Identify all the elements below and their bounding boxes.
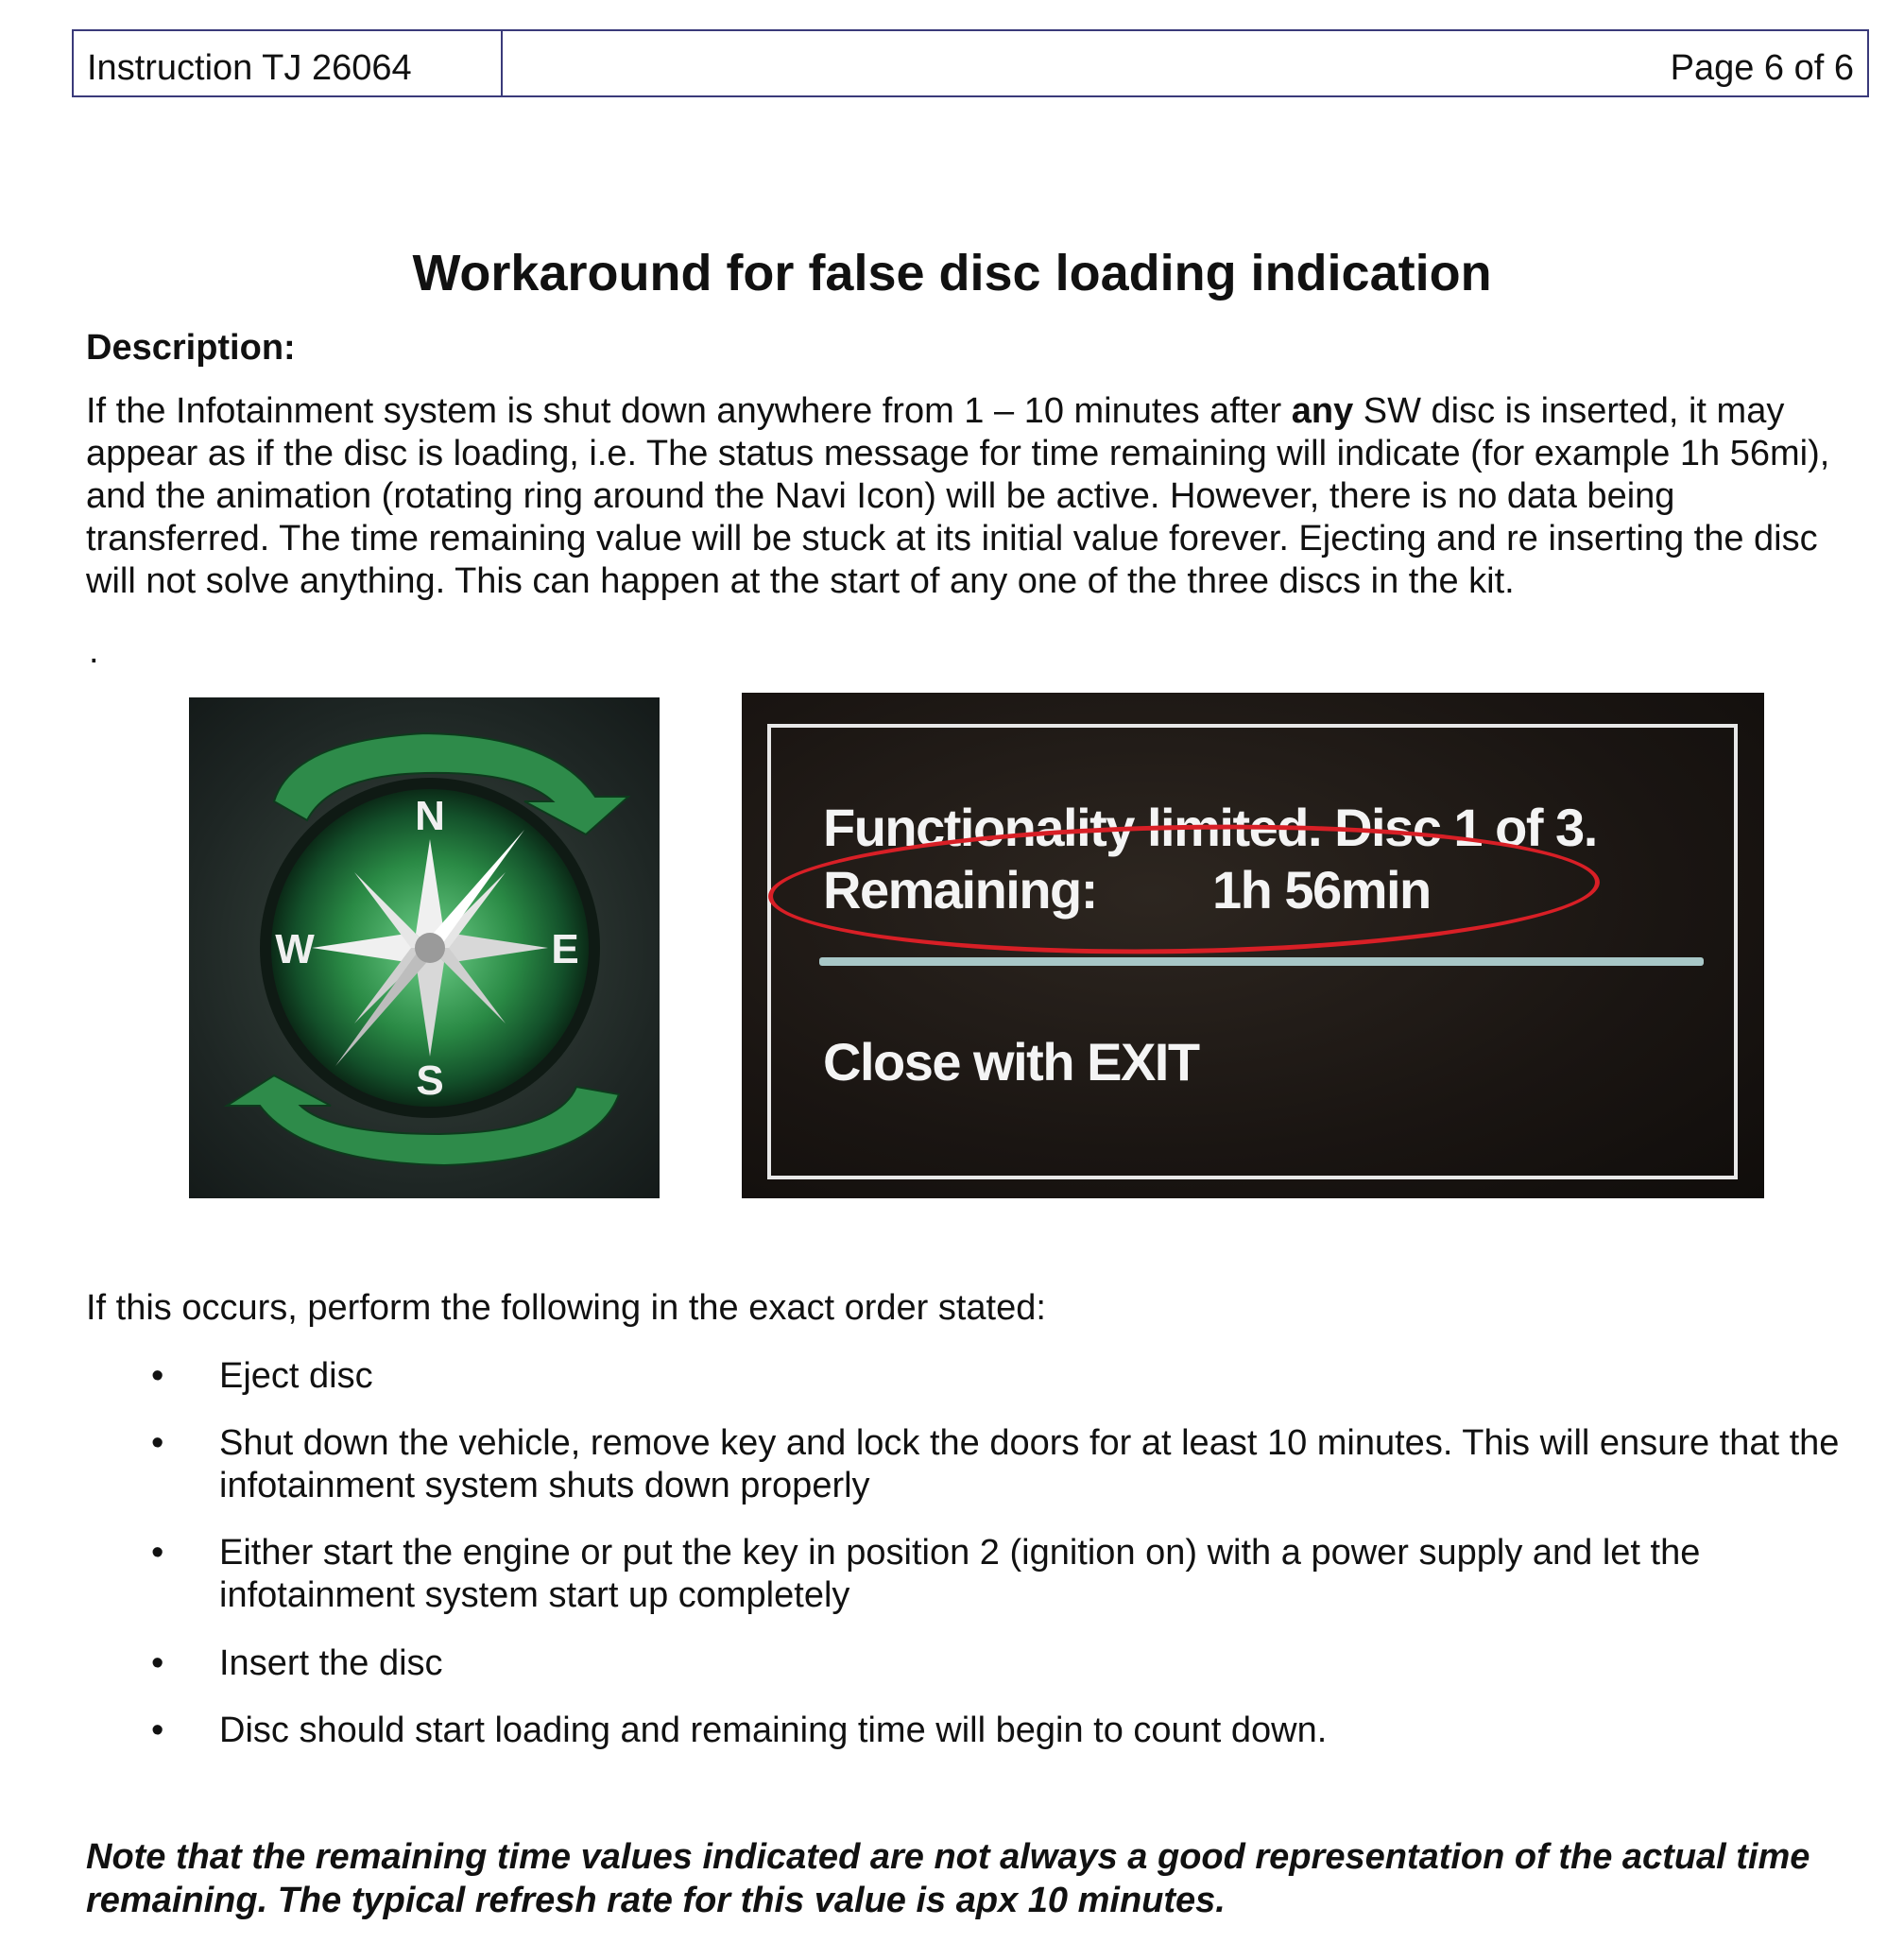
navi-icon-photo <box>189 697 660 1198</box>
bullet: • <box>151 1533 164 1573</box>
description-text-2: SW disc is inserted, it may appear as if the disc is loading, i.e. The status message for time remaining will indicate (for example 1h 56mi), and the animation (rotating ring around the Navi Icon) will be active. However, there is no data being transferred. The time remaining value will be stuck at its initial value forever. Ejecting and re inserting the disc will not solve anything. This can happen at the start of any one of the three discs in the kit. <box>86 391 1830 601</box>
description-label: Description: <box>86 328 296 368</box>
description-text-1: If the Infotainment system is shut down anywhere from 1 – 10 minutes after <box>86 391 1292 431</box>
bullet: • <box>151 1643 164 1683</box>
screen-remaining-label: Remaining: <box>823 860 1097 920</box>
screen-close-text: Close with EXIT <box>823 1032 1199 1092</box>
screen-remaining-value: 1h 56min <box>1212 860 1431 920</box>
screen-dialog-frame <box>767 724 1738 1179</box>
step-text: Disc should start loading and remaining time will begin to count down. <box>219 1711 1328 1750</box>
compass-east: E <box>551 926 579 972</box>
stray-dot: . <box>89 631 99 671</box>
step-text: Insert the disc <box>219 1643 443 1683</box>
document-header <box>72 29 1869 97</box>
screen-progress-bar <box>819 957 1704 966</box>
step-text: Shut down the vehicle, remove key and lock the doors for at least 10 minutes. This will ensure that the infotainment system shuts down properly <box>219 1423 1840 1505</box>
bullet: • <box>151 1711 164 1750</box>
steps-intro: If this occurs, perform the following in the exact order stated: <box>86 1288 1046 1328</box>
note-paragraph: Note that the remaining time values indicated are not always a good representation of the actual time remaining. The typical refresh rate for this value is apx 10 minutes. <box>86 1837 1810 1920</box>
bullet: • <box>151 1356 164 1396</box>
compass-south: S <box>416 1057 444 1104</box>
description-bold-any: any <box>1291 391 1354 431</box>
step-text: Either start the engine or put the key in position 2 (ignition on) with a power supply and let the infotainment system start up completely <box>219 1533 1701 1615</box>
instruction-number: Instruction TJ 26064 <box>87 48 412 88</box>
bullet: • <box>151 1423 164 1463</box>
description-paragraph <box>86 390 1862 603</box>
compass-west: W <box>275 926 315 972</box>
page-title: Workaround for false disc loading indication <box>412 245 1492 301</box>
navi-icon-illustration <box>189 697 660 1198</box>
step-text: Eject disc <box>219 1356 373 1396</box>
screen-status-line: Functionality limited. Disc 1 of 3. <box>823 798 1597 857</box>
compass-north: N <box>415 793 445 839</box>
header-divider <box>501 31 503 95</box>
page-number: Page 6 of 6 <box>1670 48 1854 88</box>
infotainment-screen-photo <box>742 693 1764 1198</box>
